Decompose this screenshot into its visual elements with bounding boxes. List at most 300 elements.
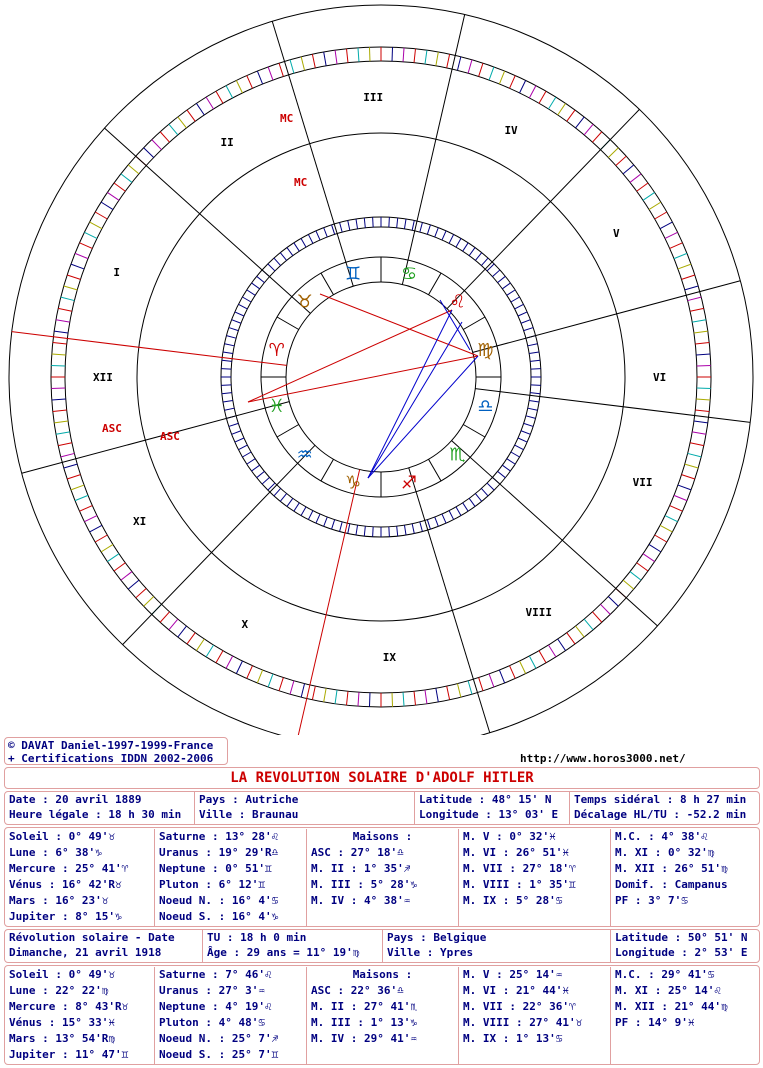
inner-degree-tick	[469, 498, 475, 506]
house-number: IX	[382, 650, 397, 664]
degree-tick	[187, 633, 195, 644]
inner-degree-tick	[280, 253, 286, 261]
degree-tick	[643, 554, 655, 562]
natal-house-entry: M. IV : 4° 38'♒	[311, 894, 411, 907]
natal-house-entry: M. III : 5° 28'♑	[311, 878, 417, 891]
inner-degree-tick	[242, 452, 251, 457]
sign-separator	[463, 317, 485, 330]
inner-degree-tick	[221, 369, 231, 370]
degree-tick	[510, 666, 516, 679]
degree-tick	[71, 485, 84, 490]
degree-tick	[56, 320, 70, 322]
natal-planet-entry: Uranus : 19° 29'R♎	[159, 846, 279, 859]
inner-degree-tick	[373, 527, 374, 537]
degree-tick	[601, 604, 611, 614]
house-cusp-line	[402, 15, 464, 285]
degree-tick	[144, 597, 154, 607]
degree-tick	[695, 343, 709, 344]
inner-degree-tick	[397, 218, 398, 228]
house-number: XII	[93, 371, 113, 384]
degree-tick	[678, 485, 691, 490]
inner-degree-tick	[348, 220, 350, 230]
zodiac-sign-glyph: ♐	[400, 472, 418, 494]
rev-country: Pays : Belgique	[387, 931, 487, 944]
inner-degree-tick	[518, 438, 527, 442]
inner-degree-tick	[475, 253, 481, 261]
degree-tick	[660, 222, 672, 229]
degree-tick	[107, 192, 119, 200]
degree-tick	[682, 475, 695, 479]
degree-tick	[592, 132, 601, 142]
degree-tick	[121, 572, 132, 581]
degree-tick	[694, 331, 708, 333]
natal-house-entry: M. VII : 27° 18'♈	[463, 862, 576, 875]
inner-degree-tick	[481, 258, 488, 265]
inner-degree-tick	[308, 234, 313, 243]
degree-tick	[649, 202, 661, 209]
natal-house-entry: Domif. : Campanus	[615, 878, 728, 891]
degree-tick	[499, 670, 504, 683]
degree-tick	[114, 563, 125, 571]
inner-degree-tick	[252, 465, 260, 471]
copyright-box	[4, 737, 228, 765]
inner-degree-tick	[308, 511, 313, 520]
inner-degree-tick	[502, 465, 510, 471]
inner-degree-tick	[294, 503, 299, 511]
degree-tick	[447, 54, 450, 68]
inner-degree-tick	[242, 297, 251, 302]
aspect-line	[248, 356, 478, 402]
degree-tick	[674, 495, 687, 500]
inner-degree-tick	[529, 400, 539, 402]
natal-house-entry: M. VIII : 1° 35'♊	[463, 878, 576, 891]
inner-degree-tick	[404, 219, 406, 229]
natal-house-entry: M. IX : 5° 28'♋	[463, 894, 563, 907]
inner-degree-tick	[502, 283, 510, 289]
degree-tick	[268, 674, 273, 687]
degree-tick	[324, 688, 326, 702]
inner-degree-tick	[268, 264, 275, 271]
zodiac-sign-glyph: ♋	[400, 263, 418, 285]
natal-planet-entry: Lune : 6° 38'♑	[9, 846, 102, 859]
inner-degree-tick	[507, 290, 515, 295]
inner-degree-tick	[340, 222, 343, 232]
rev-house-entry: M. VIII : 27° 41'♉	[463, 1016, 583, 1029]
degree-tick	[67, 475, 80, 479]
rev-planet-entry: Saturne : 7° 46'♌	[159, 968, 272, 981]
rev-houses-col3	[611, 967, 759, 1065]
inner-degree-tick	[427, 520, 430, 530]
inner-degree-tick	[340, 522, 343, 532]
rev-house-entry: M. VII : 22° 36'♈	[463, 1000, 576, 1013]
degree-tick	[695, 410, 709, 411]
degree-tick	[692, 320, 706, 322]
degree-tick	[529, 656, 536, 668]
degree-tick	[64, 286, 77, 290]
sign-separator	[277, 425, 299, 438]
inner-degree-tick	[528, 344, 538, 346]
sign-separator	[277, 317, 299, 330]
natal-planets-box	[4, 827, 760, 927]
degree-tick	[499, 71, 504, 84]
degree-tick	[71, 264, 84, 269]
degree-tick	[665, 232, 678, 238]
degree-tick	[152, 140, 162, 150]
degree-tick	[558, 103, 566, 115]
inner-degree-tick	[332, 520, 335, 530]
natal-date: Date : 20 avril 1889	[9, 793, 142, 806]
natal-city: Ville : Braunau	[199, 808, 299, 821]
natal-longitude: Longitude : 13° 03' E	[419, 808, 559, 821]
rev-planet-entry: Neptune : 4° 19'♌	[159, 1000, 272, 1013]
house-number: I	[113, 266, 121, 280]
inner-degree-tick	[324, 228, 328, 237]
inner-degree-tick	[356, 525, 358, 535]
inner-degree-tick	[530, 360, 540, 361]
degree-tick	[696, 399, 710, 400]
zodiac-sign-glyph: ♓	[268, 395, 285, 417]
degree-tick	[425, 690, 427, 704]
degree-tick	[160, 132, 169, 142]
degree-tick	[61, 297, 75, 300]
house-number: III	[363, 91, 384, 105]
inner-degree-tick	[498, 276, 506, 282]
natal-planet-entry: Vénus : 16° 42'R♉	[9, 878, 122, 891]
degree-tick	[608, 148, 618, 158]
degree-tick	[623, 165, 634, 174]
degree-tick	[548, 645, 555, 657]
degree-tick	[196, 639, 204, 651]
natal-planet-entry: Saturne : 13° 28'♌	[159, 830, 279, 843]
inner-degree-tick	[435, 517, 439, 526]
rev-planets-col1	[5, 967, 155, 1065]
aspect-line	[368, 322, 462, 478]
natal-house-entry: M. VI : 26° 51'♓	[463, 846, 569, 859]
degree-tick	[268, 67, 273, 80]
rev-houses-title: Maisons :	[352, 968, 413, 981]
degree-tick	[665, 516, 678, 522]
degree-tick	[468, 681, 472, 694]
natal-planet-entry: Neptune : 0° 51'♊	[159, 862, 272, 875]
natal-planet-entry: Soleil : 0° 49'♉	[9, 830, 115, 843]
inner-degree-tick	[364, 218, 365, 228]
rev-planet-entry: Uranus : 27° 3'♒	[159, 984, 265, 997]
natal-sidereal: Temps sidéral : 8 h 27 min	[574, 793, 747, 806]
natal-header	[4, 791, 760, 825]
rev-house-entry: M. III : 1° 13'♑	[311, 1016, 417, 1029]
inner-degree-tick	[397, 526, 398, 536]
zodiac-sign-glyph: ♌	[449, 291, 466, 313]
zodiac-sign-glyph: ♑	[345, 472, 362, 494]
inner-degree-tick	[287, 498, 293, 506]
degree-tick	[637, 563, 648, 571]
degree-tick	[216, 651, 223, 663]
degree-tick	[312, 686, 315, 700]
inner-degree-tick	[515, 445, 524, 450]
inner-degree-tick	[492, 270, 499, 277]
degree-tick	[56, 432, 70, 434]
inner-degree-tick	[487, 264, 494, 271]
degree-tick	[347, 691, 348, 705]
degree-tick	[128, 580, 139, 589]
natal-country: Pays : Autriche	[199, 793, 299, 806]
degree-tick	[690, 308, 704, 311]
inner-degree-tick	[507, 459, 515, 464]
degree-tick	[58, 308, 72, 311]
degree-tick	[84, 516, 97, 522]
degree-tick	[670, 506, 683, 512]
degree-tick	[690, 443, 704, 446]
degree-tick	[520, 80, 526, 93]
degree-tick	[489, 674, 494, 687]
degree-tick	[414, 691, 415, 705]
rev-house-entry: M. IV : 29° 41'♒	[311, 1032, 417, 1045]
inner-degree-tick	[420, 522, 423, 532]
degree-tick	[216, 91, 223, 103]
degree-tick	[236, 661, 242, 674]
inner-degree-tick	[268, 483, 275, 490]
degree-tick	[160, 612, 169, 622]
zodiac-sign-glyph: ♊	[345, 263, 362, 285]
house-number: II	[220, 136, 234, 150]
degree-tick	[144, 148, 154, 158]
inner-degree-tick	[531, 369, 541, 370]
degree-tick	[290, 681, 294, 694]
inner-degree-tick	[222, 393, 232, 394]
degree-tick	[54, 421, 68, 423]
house-cusp-line	[452, 441, 658, 626]
natal-planet-entry: Mars : 16° 23'♉	[9, 894, 109, 907]
degree-tick	[226, 656, 233, 668]
degree-tick	[584, 619, 593, 630]
degree-tick	[630, 572, 641, 581]
degree-tick	[90, 525, 102, 532]
degree-tick	[403, 48, 404, 62]
natal-house-entry: M. II : 1° 35'♐	[311, 862, 411, 875]
natal-planet-entry: Noeud N. : 16° 4'♋	[159, 894, 279, 907]
inner-degree-tick	[521, 320, 530, 324]
degree-tick	[678, 264, 691, 269]
rev-house-entry: M. XII : 21° 44'♍	[615, 1000, 728, 1013]
revolution-planets-box	[4, 965, 760, 1065]
inner-degree-tick	[252, 283, 260, 289]
degree-tick	[206, 97, 213, 109]
inner-degree-tick	[247, 290, 255, 295]
rev-planet-entry: Jupiter : 11° 47'♊	[9, 1048, 129, 1061]
degree-tick	[358, 692, 359, 706]
inner-degree-tick	[373, 217, 374, 227]
degree-tick	[80, 243, 93, 249]
copyright-line2: + Certifications IDDN 2002-2006	[8, 752, 214, 765]
asc-label-outer: ASC	[102, 422, 122, 435]
house-number: VII	[632, 475, 653, 489]
inner-degree-tick	[280, 494, 286, 502]
rev-house-entry: M. XI : 25° 14'♌	[615, 984, 721, 997]
inner-degree-tick	[274, 258, 281, 265]
house-number: X	[241, 618, 249, 632]
inner-degree-tick	[356, 219, 358, 229]
degree-tick	[510, 76, 516, 89]
inner-degree-tick	[463, 503, 468, 511]
natal-house-entry: M.C. : 4° 38'♌	[615, 830, 708, 843]
degree-tick	[436, 52, 438, 66]
rev-houses-col1	[307, 967, 459, 1065]
inner-degree-tick	[389, 527, 390, 537]
degree-tick	[592, 612, 601, 622]
degree-tick	[136, 588, 146, 597]
zodiac-sign-glyph: ♎	[477, 395, 494, 417]
degree-tick	[347, 49, 348, 63]
degree-tick	[247, 666, 253, 679]
rev-label: Révolution solaire - Date	[9, 931, 175, 944]
inner-degree-tick	[257, 471, 265, 477]
inner-degree-tick	[238, 304, 247, 309]
rev-longitude: Longitude : 2° 53' E	[615, 946, 748, 959]
degree-tick	[114, 183, 125, 191]
rev-planet-entry: Noeud S. : 25° 7'♊	[159, 1048, 279, 1061]
degree-tick	[247, 76, 253, 89]
inner-degree-tick	[301, 238, 306, 247]
inner-degree-tick	[412, 220, 414, 230]
sign-separator	[463, 425, 485, 438]
mc-label-outer: MC	[280, 112, 294, 125]
degree-tick	[58, 443, 72, 446]
rev-planet-entry: Soleil : 0° 49'♉	[9, 968, 115, 981]
natal-house-entry: M. V : 0° 32'♓	[463, 830, 556, 843]
degree-tick	[457, 684, 460, 698]
inner-degree-tick	[226, 336, 236, 339]
inner-degree-tick	[518, 312, 527, 316]
inner-degree-tick	[257, 276, 265, 282]
degree-tick	[655, 535, 667, 542]
inner-degree-tick	[389, 217, 390, 227]
sign-separator	[321, 459, 334, 481]
degree-tick	[279, 678, 283, 691]
inner-degree-tick	[528, 408, 538, 410]
inner-degree-tick	[235, 438, 244, 442]
natal-offset: Décalage HL/TU : -52.2 min	[574, 808, 747, 821]
degree-tick	[623, 580, 634, 589]
degree-tick	[107, 554, 119, 562]
degree-tick	[312, 54, 315, 68]
degree-tick	[52, 399, 66, 400]
zodiac-sign-glyph: ♍	[477, 340, 494, 362]
inner-degree-tick	[348, 524, 350, 534]
degree-tick	[682, 275, 695, 279]
inner-degree-tick	[316, 514, 320, 523]
degree-tick	[685, 286, 698, 290]
degree-tick	[616, 156, 626, 165]
degree-tick	[90, 222, 102, 229]
degree-tick	[479, 63, 483, 76]
inner-degree-tick	[469, 248, 475, 256]
degree-tick	[529, 86, 536, 98]
degree-tick	[436, 688, 438, 702]
degree-tick	[84, 232, 97, 238]
aspect-line	[368, 310, 452, 478]
rev-house-entry: ASC : 22° 36'♎	[311, 984, 404, 997]
rev-date: Dimanche, 21 avril 1918	[9, 946, 162, 959]
degree-tick	[520, 661, 526, 674]
degree-tick	[425, 50, 427, 64]
rev-tu: TU : 18 h 0 min	[207, 931, 307, 944]
inner-degree-tick	[232, 431, 241, 435]
natal-planets-col2	[155, 829, 307, 927]
degree-tick	[403, 692, 404, 706]
inner-degree-tick	[475, 494, 481, 502]
degree-tick	[178, 117, 187, 128]
house-cusp-line	[123, 445, 315, 644]
site-url[interactable]: http://www.horos3000.net/	[520, 752, 686, 765]
natal-houses-col2	[459, 829, 611, 927]
degree-tick	[567, 633, 575, 644]
copyright-line1: © DAVAT Daniel-1997-1999-France	[8, 739, 214, 752]
degree-tick	[468, 60, 472, 73]
degree-tick	[301, 684, 304, 698]
natal-house-entry: M. XI : 0° 32'♍	[615, 846, 715, 859]
natal-houses-title: Maisons :	[352, 830, 413, 843]
inner-degree-tick	[287, 248, 293, 256]
degree-tick	[447, 686, 450, 700]
degree-tick	[539, 91, 546, 103]
house-cusp-line	[272, 21, 353, 286]
rev-house-entry: M. II : 27° 41'♏	[311, 1000, 417, 1013]
degree-tick	[128, 165, 139, 174]
degree-tick	[558, 639, 566, 651]
degree-tick	[52, 354, 66, 355]
house-cusp-line	[447, 109, 639, 308]
degree-tick	[206, 645, 213, 657]
asc-label-inner: ASC	[160, 430, 180, 443]
rev-planet-entry: Vénus : 15° 33'♓	[9, 1016, 115, 1029]
degree-tick	[257, 670, 262, 683]
degree-tick	[53, 410, 67, 411]
degree-tick	[196, 103, 204, 115]
degree-tick	[290, 60, 294, 73]
rev-planet-entry: Noeud N. : 25° 7'♐	[159, 1032, 279, 1045]
inner-degree-tick	[531, 385, 541, 386]
inner-degree-tick	[524, 423, 534, 426]
zodiac-sign-glyph: ♈	[268, 340, 285, 362]
degree-tick	[608, 597, 618, 607]
inner-degree-tick	[229, 328, 239, 331]
degree-tick	[637, 183, 648, 191]
inner-degree-tick	[364, 526, 365, 536]
rev-house-entry: PF : 14° 9'♓	[615, 1016, 695, 1029]
rev-house-entry: M. VI : 21° 44'♓	[463, 984, 569, 997]
inner-degree-tick	[530, 393, 540, 394]
inner-degree-tick	[521, 431, 530, 435]
inner-degree-tick	[420, 222, 423, 232]
degree-tick	[655, 212, 667, 219]
inner-degree-tick	[262, 477, 269, 484]
degree-tick	[479, 678, 483, 691]
degree-tick	[414, 49, 415, 63]
zodiac-sign-glyph: ♒	[296, 444, 313, 466]
inner-degree-tick	[487, 483, 494, 490]
degree-tick	[457, 57, 460, 71]
inner-degree-tick	[449, 511, 454, 520]
house-number: VIII	[525, 605, 552, 619]
inner-degree-tick	[324, 517, 328, 526]
rev-planets-col2	[155, 967, 307, 1065]
rev-house-entry: M.C. : 29° 41'♋	[615, 968, 715, 981]
degree-tick	[95, 212, 107, 219]
inner-degree-tick	[442, 514, 446, 523]
rev-house-entry: M. V : 25° 14'♒	[463, 968, 563, 981]
page-title: LA REVOLUTION SOLAIRE D'ADOLF HITLER	[4, 767, 760, 789]
inner-degree-tick	[224, 344, 234, 346]
